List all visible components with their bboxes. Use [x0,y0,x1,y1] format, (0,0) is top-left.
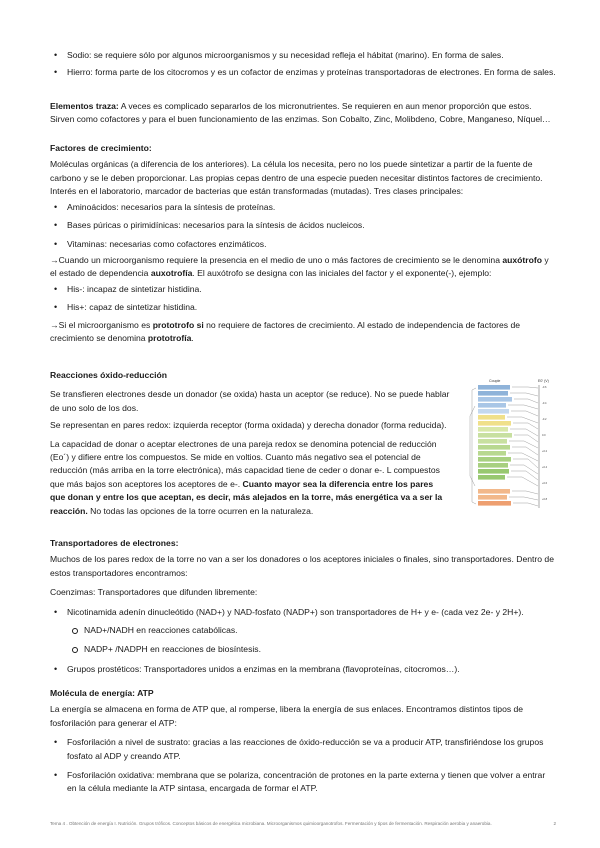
couple-bar [478,409,509,414]
couple-bar [478,445,510,450]
carriers-heading: Transportadores de electrones: [50,538,179,548]
couple-bar [478,421,511,426]
scale-label: -0.4 [542,402,547,405]
list-item: NADP+ /NADPH en reacciones de biosíntesis. [50,643,556,656]
couple-bar [478,495,507,500]
phosphorylation-list [50,736,556,796]
scale-label: +0.8 [542,498,548,501]
prototroph-paragraph: →Si el microorganismo es prototrofo si no requiere de factores de crecimiento. Al estado de independencia de factores de crecimiento se denomina prototrofía. [50,320,521,344]
couple-bar [478,475,505,480]
figure-axis-label: E0' (V) [538,379,549,383]
couple-bar [478,433,512,438]
redox-paragraph: Se transfieren electrones desde un donador (se oxida) hasta un aceptor (se reduce). No se puede hablar de uno solo de los dos. [50,389,450,413]
auxotrophy-term: auxotrofía [150,268,193,279]
trace-elements-paragraph: Elementos traza: A veces es complicado separarlos de los micronutrientes. Se requieren en aun menor proporción que estos. Sirven como cofactores y para el buen funcionamiento de las enzimas. Son Cobalto, Zinc, Molibdeno, Cobre, Manganeso, Níquel… [50,101,551,125]
auxotroph-term: auxótrofo [502,255,542,265]
couple-bar [478,427,508,432]
atp-heading: Molécula de energía: ATP [50,688,154,698]
couple-bar [478,489,510,494]
list-item: • Fosforilación oxidativa: membrana que se polariza, concentración de protones en la parte externa y tienen que volver a entrar en la célula mediante la ATP sintasa, encargada de formar el ATP. [50,769,556,796]
auxotroph-paragraph: →Cuando un microorganismo requiere la presencia en el medio de uno o más factores de crecimiento se le denomina auxótrofo y el estado de dependencia auxotrofía. El auxótrofo se designa con las iniciales del factor y el exponente(-), ejemplo: [50,255,549,279]
page-number: 2 [553,821,556,826]
atp-section [50,687,556,800]
carriers-list [50,606,556,677]
list-item: • Aminoácidos: necesarios para la síntesis de proteínas. [50,201,556,214]
redox-paragraph: La capacidad de donar o aceptar electrones de una pareja redox se denomina potencial de reducción (Eo´) y difiere entre los compuestos. Se mide en voltios. Cuanto más negativo sea el potencial de reducción (más arriba en la torre electrónica), más capacidad tiene de ceder o donar e-. L compuestos que más bajos son aceptores los aceptores de e-. Cuanto mayor sea la diferencia entre los pares que donan y entre los que aceptan, es decir, más alejados en la torre, más energética va a ser la reacción. No todas las opciones de la torre ocurren en la naturaleza. [50,438,443,516]
redox-paragraph: Se representan en pares redox: izquierda receptor (forma oxidada) y derecha donador (forma reducida). [50,420,447,431]
couple-bar [478,463,508,468]
scale-label: +0.4 [542,466,548,469]
growth-factors-section [50,142,556,202]
scale-label: +0.6 [542,482,548,485]
redox-tower-figure [468,376,552,512]
nad-sublist [50,624,556,657]
auxotroph-examples-list [50,283,556,319]
page-footer [50,820,556,827]
redox-heading: Reacciones óxido-reducción [50,370,168,380]
couple-bar [478,451,506,456]
couple-bar [478,457,511,462]
couple-bar [478,385,510,390]
list-item: • Fosforilación a nivel de sustrato: gracias a las reacciones de óxido-reducción se va a producir ATP, transfiriéndose los grupos fosfato al ADP y creando ATP. [50,736,556,763]
scale-label: -0.2 [542,418,547,421]
trace-elements-heading: Elementos traza: [50,101,119,111]
scale-label: +0.2 [542,450,548,453]
couple-bar [478,469,509,474]
couple-bar [478,403,506,408]
figure-couples [478,385,512,506]
minerals-list [50,49,556,84]
redox-key-statement: Cuanto mayor sea la diferencia entre los pares que donan y entre los que aceptan, es decir, más alejados en la torre, más energética va a ser la reacción. [50,478,443,516]
footer-text: Tema 4 . Obtención de energía I. Nutrición. Grupos tróficos. Conceptos básicos de energética microbiana. Microorganismos quimioorganotrofos. Fermentación y tipos de fermentación. Respiración aerobia y anaerobia. [50,821,492,826]
couple-bar [478,391,508,396]
scale-label: 0.0 [542,434,546,437]
couple-bar [478,501,511,506]
redox-section [50,369,450,521]
atp-intro: La energía se almacena en forma de ATP que, al romperse, libera la energía de sus enlaces. Encontramos distintos tipos de fosforilación para generar el ATP: [50,704,524,728]
prototrophy-term: prototrofía [147,333,192,344]
list-item: • Grupos prostéticos: Transportadores unidos a enzimas en la membrana (flavoproteínas, citocromos…). [50,663,556,676]
list-item: NAD+/NADH en reacciones catabólicas. [50,624,556,637]
scale-label: -0.6 [542,386,547,389]
figure-title: Couple [489,379,501,383]
list-item: • His-: incapaz de sintetizar histidina. [50,283,556,296]
carriers-section [50,537,556,680]
figure-scale [542,385,548,501]
list-item: • Vitaminas: necesarias como cofactores enzimáticos. [50,238,556,251]
list-item: • Sodio: se requiere sólo por algunos microorganismos y su necesidad refleja el hábitat (marino). En forma de sales. [50,49,556,62]
couple-bar [478,397,512,402]
couple-bar [478,415,505,420]
coenzymes-paragraph: Coenzimas: Transportadores que difunden libremente: [50,587,258,598]
prototroph-term: prototrofo si [152,320,204,330]
growth-factors-heading: Factores de crecimiento: [50,143,152,153]
couple-bar [478,439,507,444]
carriers-intro: Muchos de los pares redox de la torre no van a ser los donadores o los aceptores iniciales o finales, sino transportadores. Dentro de estos transportadores encontramos: [50,554,554,578]
growth-factors-intro: Moléculas orgánicas (a diferencia de los anteriores). La célula los necesita, pero no los puede sintetizar a partir de la fuente de carbono y se le deben proporcionar. Las propias cepas dentro de una especie pueden necesitar distintos factores de crecimiento. Interés en el laboratorio, marcador de bacterias que están transformadas (mutadas). Tres clases principales: [50,159,543,197]
list-item: • Nicotinamida adenín dinucleótido (NAD+) y NAD-fosfato (NADP+) son transportadores de H+ y e- (cada vez 2e- y 2H+). NAD+/NADH en reacciones catabólicas. NADP+ /NADPH en reacciones de biosíntesis. [50,606,556,657]
growth-classes-list [50,201,556,255]
list-item: • Bases púricas o pirimidínicas: necesarios para la síntesis de ácidos nucleicos. [50,219,556,232]
list-item: • His+: capaz de sintetizar histidina. [50,301,556,314]
list-item: • Hierro: forma parte de los citocromos y es un cofactor de enzimas y proteínas transportadoras de electrones. En forma de sales. [50,66,556,79]
